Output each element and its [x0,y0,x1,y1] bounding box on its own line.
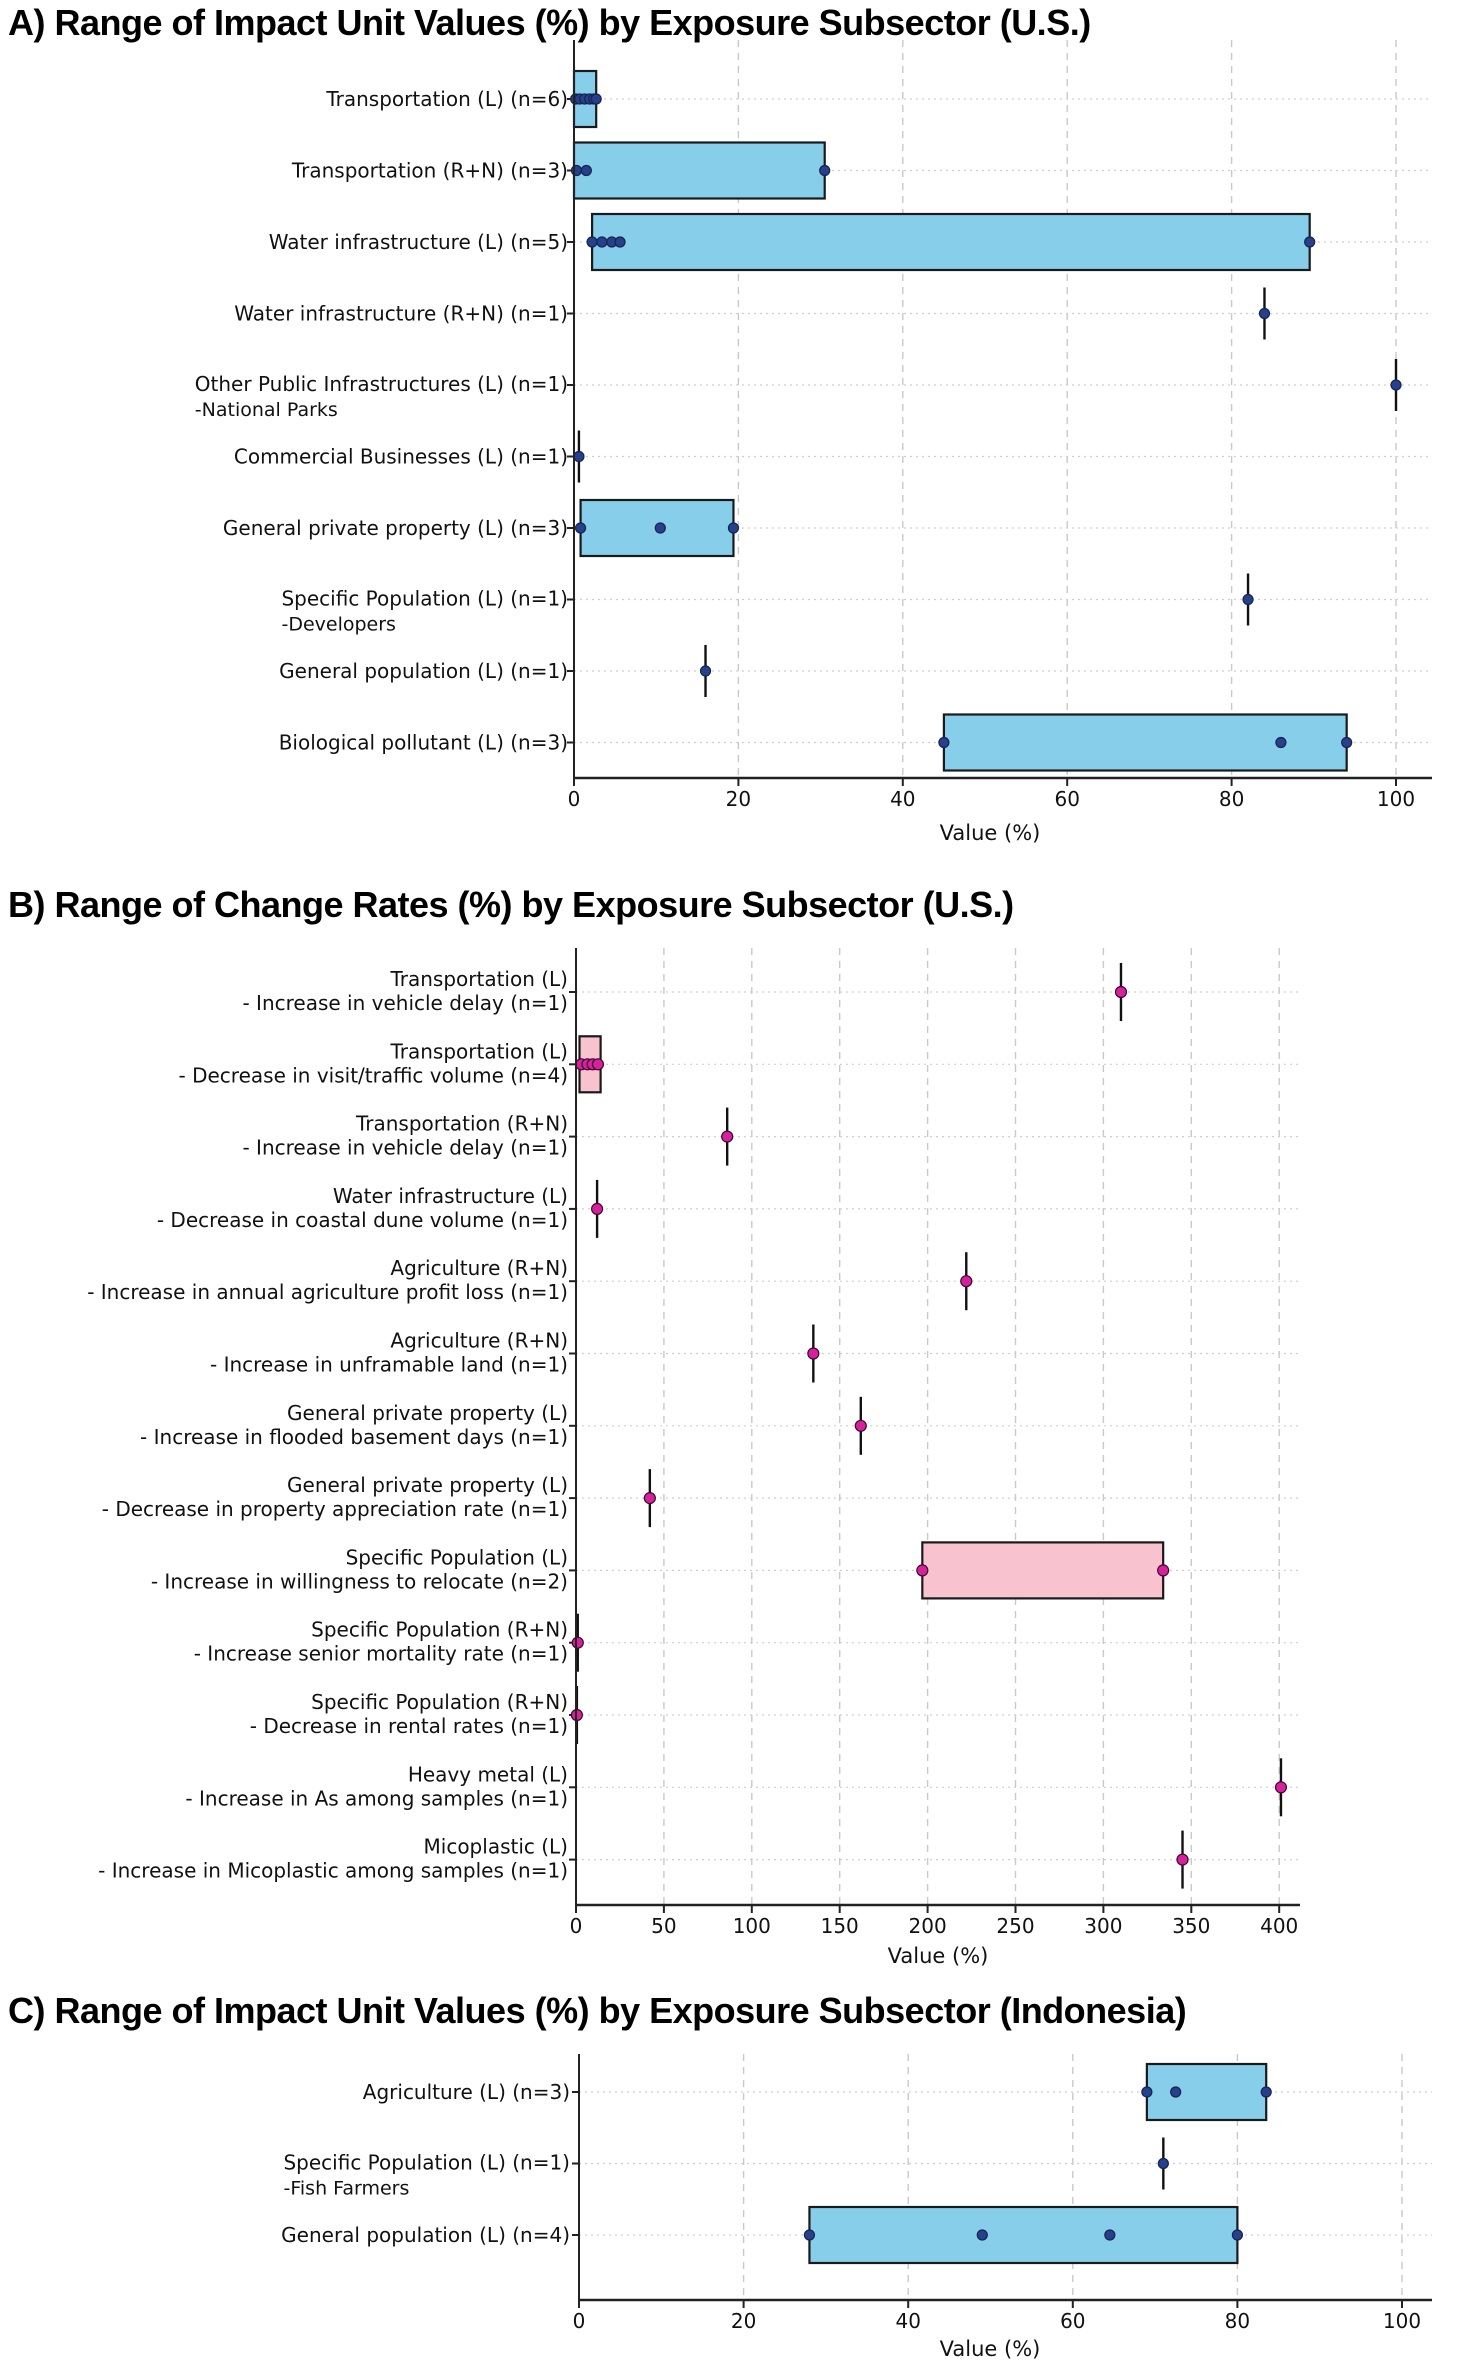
row-label: Other Public Infrastructures (L) (n=1) [194,372,568,396]
x-tick-label: 100 [1382,2309,1422,2333]
row-label-line2: - Decrease in property appreciation rate (n=1) [101,1497,568,1522]
data-point [644,1493,655,1504]
chart-b-title: B) Range of Change Rates (%) by Exposure Subsector (U.S.) [8,884,1014,925]
row-label-line2: - Decrease in rental rates (n=1) [249,1714,568,1738]
data-point [1232,2230,1242,2240]
x-tick-label: 0 [567,787,581,811]
row-label-line2: - Decrease in visit/traffic volume (n=4) [178,1063,568,1088]
row-label: General private property (L) (n=3) [222,516,568,540]
data-point [1158,2159,1168,2169]
row-label: Transportation (L) (n=6) [326,87,568,111]
row-label: Water infrastructure (L) [332,1183,568,1208]
data-point [572,1637,583,1648]
data-point [808,1348,819,1359]
row-label-line2: - Increase in vehicle delay (n=1) [242,991,568,1015]
data-point [574,452,584,462]
row-label: Specific Population (L) [345,1545,568,1570]
data-point [1105,2230,1115,2240]
chart-c-title: C) Range of Impact Unit Values (%) by Exposure Subsector (Indonesia) [8,1990,1187,2031]
data-point [804,2230,814,2240]
data-point [587,237,597,247]
data-point [1391,380,1401,390]
x-tick-label: 50 [651,1914,677,1938]
row-label: Water infrastructure (L) (n=5) [268,230,568,254]
row-label: Agriculture (L) (n=3) [362,2080,570,2104]
data-point [615,237,625,247]
row-label: Water infrastructure (R+N) (n=1) [234,301,568,326]
data-point [961,1276,972,1287]
row-label-line2: - Increase in annual agriculture profit loss (n=1) [87,1280,568,1305]
data-point [1305,237,1315,247]
x-tick-label: 0 [569,1914,583,1938]
x-tick-label: 400 [1260,1914,1299,1938]
x-tick-label: 300 [1084,1914,1123,1938]
x-tick-label: 20 [730,2309,757,2333]
row-label: Specific Population (L) (n=1) [283,2150,570,2175]
range-box [922,1542,1163,1598]
row-label: Transportation (R+N) [356,1111,568,1136]
data-point [1142,2087,1152,2097]
data-point [701,666,711,676]
x-tick-label: 60 [1054,787,1080,811]
row-label: Specific Population (L) (n=1) [281,586,568,611]
row-label: Specific Population (R+N) [311,1617,568,1642]
row-label-line2: - Increase in unframable land (n=1) [210,1352,568,1377]
range-box [574,143,825,199]
data-point [977,2230,987,2240]
data-point [1276,738,1286,748]
row-label: Biological pollutant (L) (n=3) [278,730,568,755]
x-tick-label: 0 [572,2309,586,2333]
x-tick-label: 40 [895,2309,921,2333]
row-label-line2: - Increase in vehicle delay (n=1) [242,1135,568,1160]
data-point [1171,2087,1181,2097]
row-label-line2: - Increase in Micoplastic among samples (n=1) [98,1858,568,1883]
x-axis-label: Value (%) [887,1944,989,1968]
data-point [1243,595,1253,605]
row-label: Agriculture (R+N) [390,1328,568,1353]
data-point [1115,987,1126,998]
data-point [722,1131,733,1142]
x-tick-label: 200 [908,1914,947,1938]
row-label-line2: - Increase in As among samples (n=1) [185,1786,568,1811]
x-tick-label: 350 [1172,1914,1211,1938]
data-point [592,1059,603,1070]
row-label: General private property (L) [287,1400,568,1425]
x-tick-label: 80 [1218,787,1245,811]
range-box [592,214,1310,270]
row-label-line2: - Increase in flooded basement days (n=1) [140,1424,568,1449]
data-point [917,1565,928,1576]
data-point [655,523,665,533]
data-point [576,523,586,533]
row-label-line2: - Increase senior mortality rate (n=1) [193,1641,568,1666]
data-point [592,1203,603,1214]
data-point [728,523,738,533]
row-label: Transportation (L) [390,967,568,991]
range-box [1147,2064,1266,2120]
x-tick-label: 80 [1224,2309,1251,2333]
data-point [581,166,591,176]
data-point [1259,309,1269,319]
row-label: Transportation (L) [390,1039,568,1064]
range-box [809,2207,1237,2263]
data-point [820,166,830,176]
x-tick-label: 20 [725,787,752,811]
data-point [1275,1782,1286,1793]
data-point [591,94,601,104]
row-sublabel: -National Parks [194,399,338,421]
row-label: Micoplastic (L) [423,1834,568,1859]
data-point [571,166,581,176]
data-point [1342,738,1352,748]
row-label-line2: - Decrease in coastal dune volume (n=1) [156,1207,568,1232]
x-tick-label: 40 [890,787,916,811]
row-label: Agriculture (R+N) [390,1256,568,1281]
row-label: Commercial Businesses (L) (n=1) [233,444,568,469]
x-axis-label: Value (%) [939,2337,1041,2361]
x-tick-label: 150 [820,1914,859,1938]
x-tick-label: 250 [996,1914,1035,1938]
row-sublabel: -Developers [281,613,396,636]
data-point [939,738,949,748]
data-point [1261,2087,1271,2097]
data-point [597,237,607,247]
row-label: General population (L) (n=4) [281,2223,570,2247]
data-point [1177,1854,1188,1865]
x-tick-label: 100 [732,1914,771,1938]
data-point [855,1420,866,1431]
row-label: Transportation (R+N) (n=3) [291,158,568,183]
row-label: Heavy metal (L) [407,1762,568,1787]
x-tick-label: 100 [1376,787,1416,811]
row-label-line2: - Increase in willingness to relocate (n=2) [150,1569,568,1594]
chart-a-title: A) Range of Impact Unit Values (%) by Exposure Subsector (U.S.) [8,2,1091,43]
row-label: General population (L) (n=1) [279,659,568,683]
row-sublabel: -Fish Farmers [283,2177,410,2200]
row-label: General private property (L) [287,1473,568,1498]
data-point [1158,1565,1169,1576]
row-label: Specific Population (R+N) [311,1690,568,1714]
x-tick-label: 60 [1060,2309,1086,2333]
x-axis-label: Value (%) [939,821,1041,845]
